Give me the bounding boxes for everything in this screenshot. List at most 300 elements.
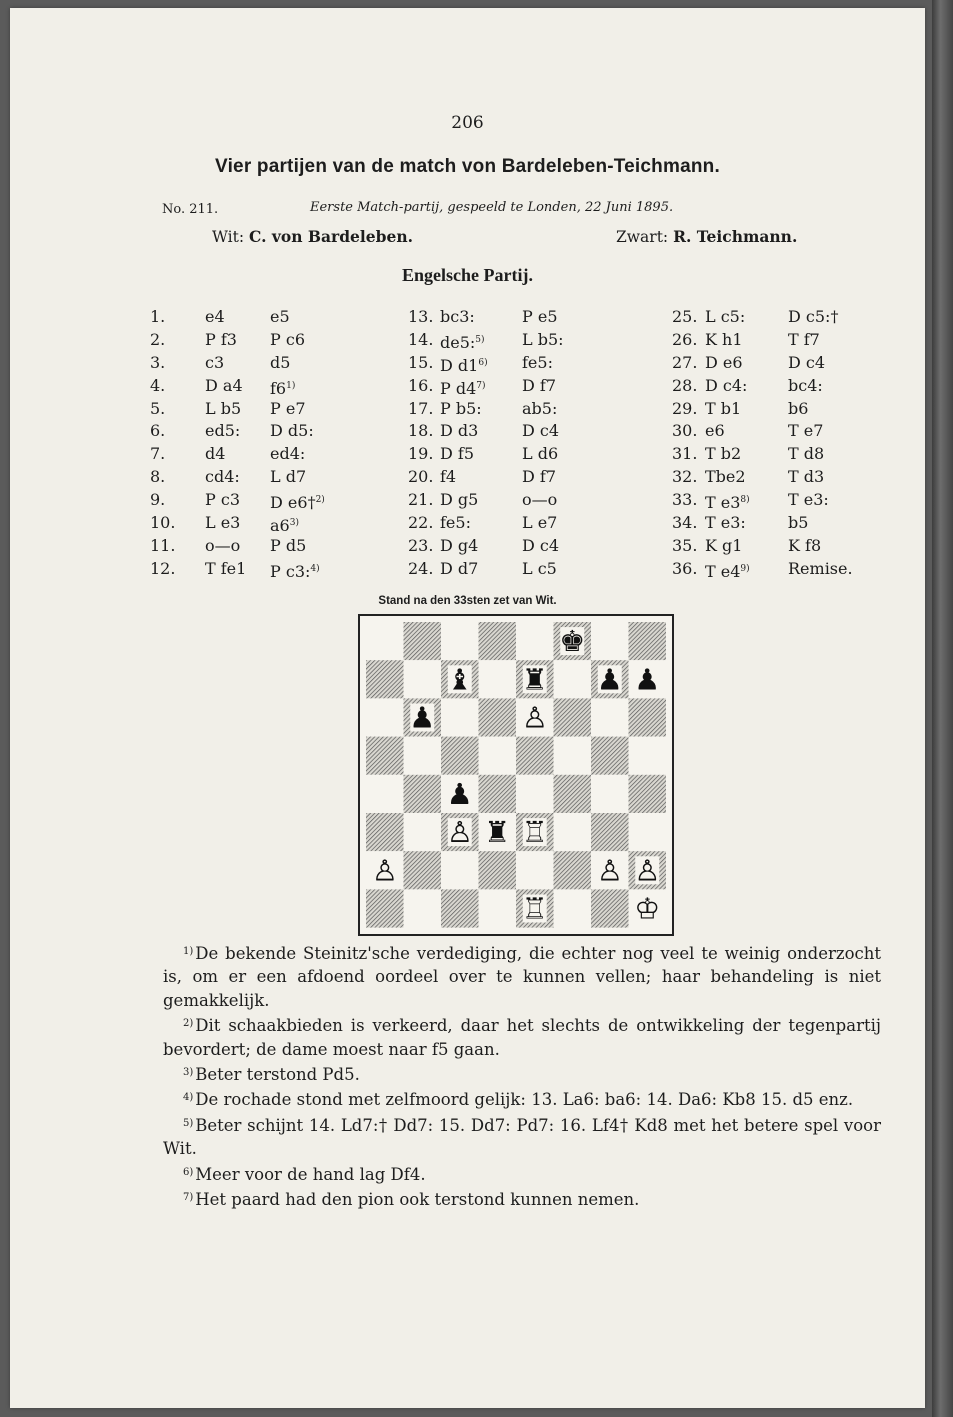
dark-square (629, 622, 667, 660)
black-move-text: f6 (270, 378, 287, 398)
black-rook-icon: ♜ (484, 815, 511, 850)
black-move (270, 329, 305, 352)
white-move-text: e4 (205, 307, 225, 326)
black-move (270, 398, 306, 421)
black-move (522, 443, 558, 466)
light-square (404, 889, 442, 927)
move-number (408, 375, 433, 398)
footnote-ref: 6) (478, 357, 488, 368)
dark-square (479, 698, 517, 736)
black-move-text: a6 (270, 516, 290, 536)
black-pawn-icon: ♟ (596, 662, 623, 697)
black-move-text: D c4 (788, 352, 826, 372)
dark-square (479, 622, 517, 660)
black-move-text: bc4: (788, 375, 823, 395)
light-square (366, 698, 404, 736)
move-number-text: 33. (672, 490, 698, 510)
black-move (788, 443, 824, 466)
black-move-text: o—o (522, 490, 558, 510)
move-number (408, 352, 433, 375)
white-move-text: cd4: (205, 467, 240, 487)
move-number-text: 19. (408, 444, 434, 464)
footnote-mark: 6) (183, 1166, 194, 1178)
white-move (205, 420, 240, 443)
white-move-text: D g5 (440, 490, 479, 510)
white-move-text: e6 (705, 421, 725, 441)
black-move (270, 443, 305, 466)
black-move-text: D f7 (522, 467, 557, 487)
black-move-text: T f7 (788, 329, 820, 349)
white-move-text: T b1 (705, 398, 742, 418)
move-number-text: 22. (408, 513, 434, 533)
move-number (672, 306, 697, 329)
move-number (672, 352, 697, 375)
footnote-mark: 5) (183, 1117, 194, 1129)
white-move (440, 558, 478, 581)
move-number (408, 466, 433, 489)
move-row (10, 512, 925, 535)
black-move (788, 306, 838, 329)
move-number-text: 13. (408, 307, 434, 326)
white-pawn-icon: ♙ (371, 853, 398, 888)
dark-square (591, 813, 629, 851)
white-move (205, 306, 225, 329)
move-number-text: 36. (672, 558, 698, 578)
white-move (705, 420, 725, 443)
white-move (440, 535, 478, 558)
move-number-text: 28. (672, 375, 698, 395)
move-number (672, 398, 697, 421)
white-move (440, 512, 471, 535)
white-move-text: T b2 (705, 444, 742, 464)
black-move (788, 420, 823, 443)
footnote-ref: 3) (289, 518, 299, 529)
move-number (408, 443, 433, 466)
black-move-text: L d7 (270, 467, 307, 487)
dark-square (554, 698, 592, 736)
black-move-text: T d3 (788, 467, 825, 487)
white-move (205, 558, 246, 581)
black-move (788, 512, 808, 535)
white-move (440, 398, 482, 421)
light-square (516, 775, 554, 813)
dark-square (404, 851, 442, 889)
dark-square (591, 737, 629, 775)
white-move (440, 420, 478, 443)
white-rook-icon: ♖ (521, 815, 548, 850)
black-move (270, 466, 306, 489)
black-move-text: L b5: (522, 329, 564, 349)
light-square (591, 775, 629, 813)
black-move-text: P c6 (270, 329, 305, 349)
move-list (10, 306, 925, 581)
move-number (408, 306, 433, 329)
black-move (788, 466, 824, 489)
footnote-text: De rochade stond met zelfmoord gelijk: 13. La6: ba6: 14. Da6: Kb8 15. d5 enz. (195, 1090, 854, 1110)
white-move (705, 398, 741, 421)
white-player: C. von Bardeleben. (249, 227, 414, 246)
white-move-text: L b5 (205, 398, 242, 418)
move-number-text: 3. (150, 352, 166, 372)
dark-square (479, 775, 517, 813)
move-number (672, 466, 697, 489)
move-number (672, 443, 697, 466)
white-move-text: T e3: (705, 513, 746, 533)
dark-square (441, 889, 479, 927)
footnote-text: Meer voor de hand lag Df4. (195, 1164, 426, 1184)
black-move-text: P e7 (270, 398, 306, 418)
light-square (516, 622, 554, 660)
move-number (150, 329, 165, 352)
black-move-text: D c4 (522, 535, 560, 555)
black-move-text: e5 (270, 307, 290, 326)
white-move-text: c3 (205, 352, 225, 372)
chess-diagram (358, 614, 674, 936)
move-number (150, 398, 165, 421)
light-square (366, 775, 404, 813)
move-row (10, 443, 925, 466)
move-row (10, 375, 925, 398)
move-row (10, 398, 925, 421)
footnote-ref: 8) (740, 495, 750, 506)
black-move (522, 398, 557, 421)
white-move-text: f4 (440, 467, 457, 487)
black-move (522, 375, 556, 398)
move-number (672, 375, 697, 398)
black-move-text: b5 (788, 513, 809, 533)
black-move (270, 420, 314, 443)
black-move (522, 306, 558, 329)
footnote (163, 1061, 881, 1086)
white-move (705, 535, 742, 558)
white-king-icon: ♔ (634, 891, 661, 926)
dark-square (629, 698, 667, 736)
black-move (270, 352, 290, 375)
light-square (554, 813, 592, 851)
white-move-text: D g4 (440, 535, 479, 555)
white-move-text: fe5: (440, 513, 471, 533)
move-number-text: 17. (408, 398, 434, 418)
black-move-text: b6 (788, 398, 809, 418)
move-row (10, 489, 925, 512)
white-move (205, 443, 225, 466)
black-move (522, 329, 564, 352)
white-move (705, 558, 750, 584)
move-row (10, 329, 925, 352)
light-square (554, 660, 592, 698)
black-move-text: T e7 (788, 421, 824, 441)
black-rook-icon: ♜ (521, 662, 548, 697)
move-number (672, 535, 697, 558)
dark-square (404, 775, 442, 813)
move-number-text: 12. (150, 558, 176, 578)
white-move (705, 443, 741, 466)
white-pawn-icon: ♙ (634, 853, 661, 888)
footnote-text: Het paard had den pion ook terstond kunnen nemen. (195, 1190, 640, 1210)
black-move (788, 352, 825, 375)
light-square (479, 889, 517, 927)
black-move (522, 512, 557, 535)
game-subtitle: Eerste Match-partij, gespeeld te Londen, 22 Juni 1895. (310, 200, 674, 215)
black-label: Zwart: (616, 228, 669, 246)
white-move-text: T e3 (705, 493, 741, 513)
move-number-text: 21. (408, 490, 434, 510)
light-square (554, 737, 592, 775)
light-square (404, 660, 442, 698)
footnote-ref: 4) (310, 563, 320, 574)
move-number-text: 26. (672, 329, 698, 349)
light-square (629, 813, 667, 851)
white-move-text: de5: (440, 332, 476, 352)
move-number-text: 7. (150, 444, 166, 464)
black-move-text: D c5:† (788, 307, 839, 326)
move-number-text: 32. (672, 467, 698, 487)
footnote-ref: 7) (476, 380, 486, 391)
footnote-mark: 3) (183, 1067, 194, 1079)
white-pawn-icon: ♙ (521, 700, 548, 735)
white-move (205, 535, 240, 558)
white-pawn-icon: ♙ (596, 853, 623, 888)
move-number-text: 25. (672, 307, 698, 326)
light-square (591, 622, 629, 660)
black-move-text: D e6† (270, 493, 316, 513)
white-move-text: T fe1 (205, 558, 247, 578)
black-move-text: d5 (270, 352, 291, 372)
dark-square (554, 851, 592, 889)
move-number-text: 6. (150, 421, 166, 441)
black-move-text: P d5 (270, 535, 307, 555)
white-move-text: K g1 (705, 535, 743, 555)
black-move (522, 558, 557, 581)
black-move-text: ed4: (270, 444, 306, 464)
move-number-text: 16. (408, 375, 434, 395)
white-move-text: D e6 (705, 352, 743, 372)
scan-edge (932, 0, 953, 1417)
black-move (522, 466, 556, 489)
move-number-text: 10. (150, 513, 176, 533)
black-move-text: L e7 (522, 513, 558, 533)
move-number (408, 512, 433, 535)
white-pawn-icon: ♙ (446, 815, 473, 850)
black-move (522, 352, 553, 375)
light-square (516, 851, 554, 889)
dark-square (516, 737, 554, 775)
move-number-text: 8. (150, 467, 166, 487)
black-move (788, 489, 829, 512)
white-move (205, 375, 243, 398)
move-number-text: 35. (672, 535, 698, 555)
move-number (672, 329, 697, 352)
game-number: No. 211. (162, 202, 219, 217)
black-pawn-icon: ♟ (634, 662, 661, 697)
move-number-text: 4. (150, 375, 166, 395)
black-move-text: T e3: (788, 490, 829, 510)
move-number (150, 375, 165, 398)
black-move (788, 558, 853, 581)
white-move-text: Tbe2 (705, 467, 746, 487)
black-move-text: ab5: (522, 398, 558, 418)
move-number-text: 15. (408, 352, 434, 372)
white-move (705, 306, 745, 329)
footnotes (163, 940, 881, 1211)
white-move-text: P f3 (205, 329, 237, 349)
move-row (10, 535, 925, 558)
white-move-text: D d1 (440, 355, 479, 375)
dark-square (404, 622, 442, 660)
black-move-text: K f8 (788, 535, 822, 555)
footnote-text: De bekende Steinitz'sche verdediging, die echter nog veel te weinig onderzocht is, om er een afdoend oordeel over te kunnen vellen; haar behandeling is niet gemakkelijk. (163, 944, 881, 1010)
black-move-text: L d6 (522, 444, 559, 464)
white-move (205, 512, 240, 535)
black-move (270, 558, 320, 584)
white-move (705, 329, 743, 352)
black-move-text: P c3: (270, 561, 311, 581)
opening-name: Engelsche Partij. (402, 265, 533, 285)
move-number (408, 535, 433, 558)
footnote-text: Beter schijnt 14. Ld7:† Dd7: 15. Dd7: Pd7: 16. Lf4† Kd8 met het betere spel voor Wit. (163, 1115, 881, 1159)
footnote (163, 1086, 881, 1111)
diagram-caption: Stand na den 33sten zet van Wit. (378, 595, 557, 607)
black-bishop-icon: ♝ (446, 662, 473, 697)
footnote-mark: 1) (183, 946, 194, 957)
black-pawn-icon: ♟ (409, 700, 436, 735)
move-number (408, 489, 433, 512)
move-number (672, 420, 697, 443)
black-move (788, 375, 823, 398)
page-title: Vier partijen van de match von Bardeleben-Teichmann. (215, 156, 720, 177)
dark-square (366, 813, 404, 851)
white-move (705, 352, 743, 375)
footnote-ref: 2) (315, 495, 325, 506)
move-number-text: 27. (672, 352, 698, 372)
light-square (479, 737, 517, 775)
footnote (163, 1186, 881, 1211)
move-number-text: 20. (408, 467, 434, 487)
white-move-text: D d3 (440, 421, 479, 441)
move-number (150, 306, 165, 329)
white-move (205, 398, 241, 421)
light-square (441, 622, 479, 660)
move-number-text: 29. (672, 398, 698, 418)
black-move-text: T d8 (788, 444, 825, 464)
white-move (205, 329, 237, 352)
black-move-text: D c4 (522, 421, 560, 441)
white-move (440, 489, 478, 512)
black-player-line (616, 227, 797, 246)
move-number (408, 398, 433, 421)
white-move-text: o—o (205, 535, 241, 555)
move-number-text: 14. (408, 329, 434, 349)
dark-square (591, 889, 629, 927)
footnote (163, 1012, 881, 1061)
move-number (150, 489, 165, 512)
white-move (440, 443, 474, 466)
light-square (404, 813, 442, 851)
white-move-text: D d7 (440, 558, 479, 578)
light-square (441, 698, 479, 736)
move-number (150, 420, 165, 443)
footnote-text: Dit schaakbieden is verkeerd, daar het slechts de ontwikkeling der tegenpartij bevordert; de dame moest naar f5 gaan. (163, 1016, 881, 1059)
black-move (788, 398, 808, 421)
black-move (522, 489, 557, 512)
dark-square (441, 737, 479, 775)
white-move-text: D a4 (205, 375, 243, 395)
move-number (408, 558, 433, 581)
black-move (788, 329, 820, 352)
move-number (408, 329, 433, 352)
footnote-ref: 5) (475, 334, 485, 345)
book-page (10, 8, 925, 1408)
light-square (479, 660, 517, 698)
move-number-text: 23. (408, 535, 434, 555)
dark-square (554, 775, 592, 813)
light-square (366, 622, 404, 660)
light-square (629, 737, 667, 775)
move-number (150, 352, 165, 375)
white-player-line (212, 227, 413, 246)
light-square (441, 851, 479, 889)
move-row (10, 558, 925, 581)
footnote (163, 1112, 881, 1161)
move-number (150, 535, 175, 558)
black-pawn-icon: ♟ (446, 776, 473, 811)
dark-square (366, 660, 404, 698)
white-move-text: L e3 (205, 513, 241, 533)
white-move-text: P b5: (440, 398, 482, 418)
move-number (672, 489, 697, 512)
white-move (440, 306, 475, 329)
white-move (705, 466, 746, 489)
move-row (10, 420, 925, 443)
move-row (10, 352, 925, 375)
footnote-mark: 4) (183, 1092, 194, 1104)
white-move-text: D f5 (440, 444, 475, 464)
move-number-text: 31. (672, 444, 698, 464)
black-move-text: D f7 (522, 375, 557, 395)
white-move (205, 352, 224, 375)
black-move (522, 420, 559, 443)
black-move-text: Remise. (788, 558, 853, 578)
light-square (404, 737, 442, 775)
move-number-text: 5. (150, 398, 166, 418)
black-king-icon: ♚ (559, 624, 586, 659)
black-move (270, 306, 290, 329)
footnote (163, 940, 881, 1012)
white-move-text: d4 (205, 444, 226, 464)
move-number (150, 466, 165, 489)
footnote-ref: 1) (286, 380, 296, 391)
move-number (408, 420, 433, 443)
move-number-text: 34. (672, 513, 698, 533)
move-number-text: 30. (672, 421, 698, 441)
white-rook-icon: ♖ (521, 891, 548, 926)
move-number-text: 2. (150, 329, 166, 349)
dark-square (366, 889, 404, 927)
move-number-text: 24. (408, 558, 434, 578)
white-move-text: K h1 (705, 329, 743, 349)
black-move (270, 535, 306, 558)
black-move-text: P e5 (522, 307, 558, 326)
white-move-text: bc3: (440, 307, 475, 326)
move-number (150, 512, 175, 535)
black-move (788, 535, 821, 558)
white-move-text: ed5: (205, 421, 241, 441)
black-move-text: L c5 (522, 558, 557, 578)
white-move (205, 489, 240, 512)
white-label: Wit: (212, 228, 245, 246)
footnote-text: Beter terstond Pd5. (195, 1065, 360, 1085)
move-row (10, 466, 925, 489)
